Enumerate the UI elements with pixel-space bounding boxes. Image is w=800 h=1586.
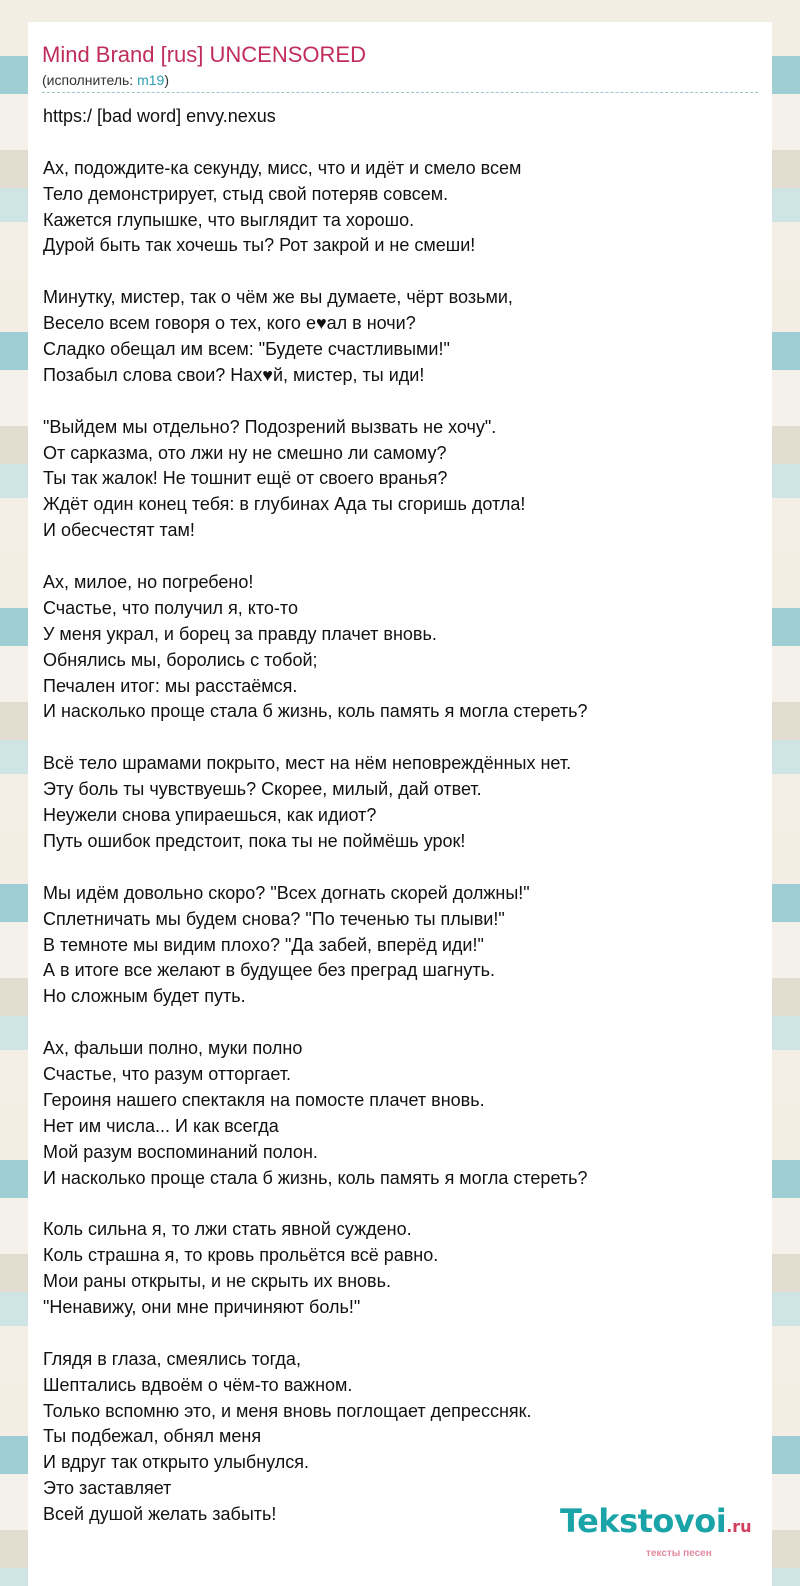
lyric-line: У меня украл, и борец за правду плачет вновь. (43, 623, 437, 644)
lyric-line: Минутку, мистер, так о чём же вы думаете, чёрт возьми, (43, 287, 513, 308)
site-logo[interactable] (560, 1502, 752, 1540)
song-title: Mind Brand [rus] UNCENSORED (42, 42, 366, 67)
lyric-line: Счастье, что разум отторгает. (43, 1063, 292, 1084)
lyric-line: Коль страшна я, то кровь прольётся всё равно. (43, 1245, 439, 1266)
lyric-line: Путь ошибок предстоит, пока ты не поймёшь урок! (43, 830, 466, 851)
artist-suffix: ) (164, 72, 169, 88)
lyric-line: Героиня нашего спектакля на помосте плачет вновь. (43, 1089, 485, 1110)
lyric-line: Мои раны открыты, и не скрыть их вновь. (43, 1271, 391, 1292)
artist-line (42, 72, 169, 88)
lyric-line: Счастье, что получил я, кто-то (43, 597, 298, 618)
lyric-line: Это заставляет (43, 1478, 172, 1499)
stanza-break (43, 259, 763, 285)
lyric-line: Сплетничать мы будем снова? "По теченью ты плыви!" (43, 908, 505, 929)
logo-tagline: тексты песен (646, 1548, 712, 1559)
lyric-line: Тело демонстрирует, стыд свой потеряв совсем. (43, 183, 449, 204)
stanza-break (43, 855, 763, 881)
lyric-line: Но сложным будет путь. (43, 986, 246, 1007)
stanza-break (43, 130, 763, 156)
lyric-line: И насколько проще стала б жизнь, коль память я могла стереть? (43, 701, 588, 722)
logo-tld: .ru (726, 1517, 752, 1536)
stanza-break (43, 725, 763, 751)
header-divider (42, 92, 758, 93)
lyric-line: В темноте мы видим плохо? "Да забей, вперёд иди!" (43, 934, 484, 955)
lyric-line: Ждёт один конец тебя: в глубинах Ада ты сгоришь дотла! (43, 494, 526, 515)
lyric-line: Только вспомню это, и меня вновь поглощает депрессняк. (43, 1400, 532, 1421)
stanza-break (43, 544, 763, 570)
lyric-line: Мой разум воспоминаний полон. (43, 1141, 318, 1162)
lyric-line: Нет им числа... И как всегда (43, 1115, 279, 1136)
lyric-line: И вдруг так открыто улыбнулся. (43, 1452, 309, 1473)
lyric-line: Ты так жалок! Не тошнит ещё от своего вранья? (43, 468, 448, 489)
logo-name: Tekstovoi (560, 1502, 727, 1540)
lyric-line: Ах, фальши полно, муки полно (43, 1038, 303, 1059)
artist-prefix: (исполнитель: (42, 72, 138, 88)
lyric-line: Шептались вдвоём о чём-то важном. (43, 1374, 353, 1395)
lyric-line: Обнялись мы, боролись с тобой; (43, 649, 318, 670)
lyric-line: "Выйдем мы отдельно? Подозрений вызвать не хочу". (43, 416, 497, 437)
lyric-line: И обесчестят там! (43, 520, 195, 541)
lyric-line: Неужели снова упираешься, как идиот? (43, 805, 377, 826)
lyric-line: Эту боль ты чувствуешь? Скорее, милый, дай ответ. (43, 779, 482, 800)
lyrics-text (43, 104, 763, 1528)
lyric-line: Позабыл слова свои? Нах♥й, мистер, ты иди! (43, 364, 425, 385)
lyric-line: Ах, подождите-ка секунду, мисс, что и идёт и смело всем (43, 157, 522, 178)
lyric-line: Глядя в глаза, смеялись тогда, (43, 1348, 301, 1369)
lyric-line: Кажется глупышке, что выглядит та хорошо. (43, 209, 415, 230)
lyric-line: И насколько проще стала б жизнь, коль память я могла стереть? (43, 1167, 588, 1188)
lyric-line: Ты подбежал, обнял меня (43, 1426, 262, 1447)
stanza-break (43, 1321, 763, 1347)
stanza-break (43, 389, 763, 415)
lyric-line: Весело всем говоря о тех, кого е♥ал в ночи? (43, 313, 416, 334)
lyric-line: Всё тело шрамами покрыто, мест на нём неповреждённых нет. (43, 753, 572, 774)
stanza-break (43, 1191, 763, 1217)
lyric-line: Всей душой желать забыть! (43, 1504, 277, 1525)
lyric-line: Ах, милое, но погребено! (43, 572, 254, 593)
lyric-line: Мы идём довольно скоро? "Всех догнать скорей должны!" (43, 882, 530, 903)
lyric-line: https:/ [bad word] envy.nexus (43, 106, 276, 126)
lyric-line: "Ненавижу, они мне причиняют боль!" (43, 1296, 361, 1317)
lyric-line: От сарказма, ото лжи ну не смешно ли самому? (43, 442, 447, 463)
stanza-break (43, 1010, 763, 1036)
lyric-line: А в итоге все желают в будущее без преград шагнуть. (43, 960, 495, 981)
lyric-line: Дурой быть так хочешь ты? Рот закрой и не смеши! (43, 235, 476, 256)
lyric-line: Печален итог: мы расстаёмся. (43, 675, 298, 696)
lyric-line: Коль сильна я, то лжи стать явной суждено. (43, 1219, 412, 1240)
lyric-line: Сладко обещал им всем: "Будете счастливыми!" (43, 339, 450, 360)
artist-link[interactable]: m19 (137, 72, 165, 88)
